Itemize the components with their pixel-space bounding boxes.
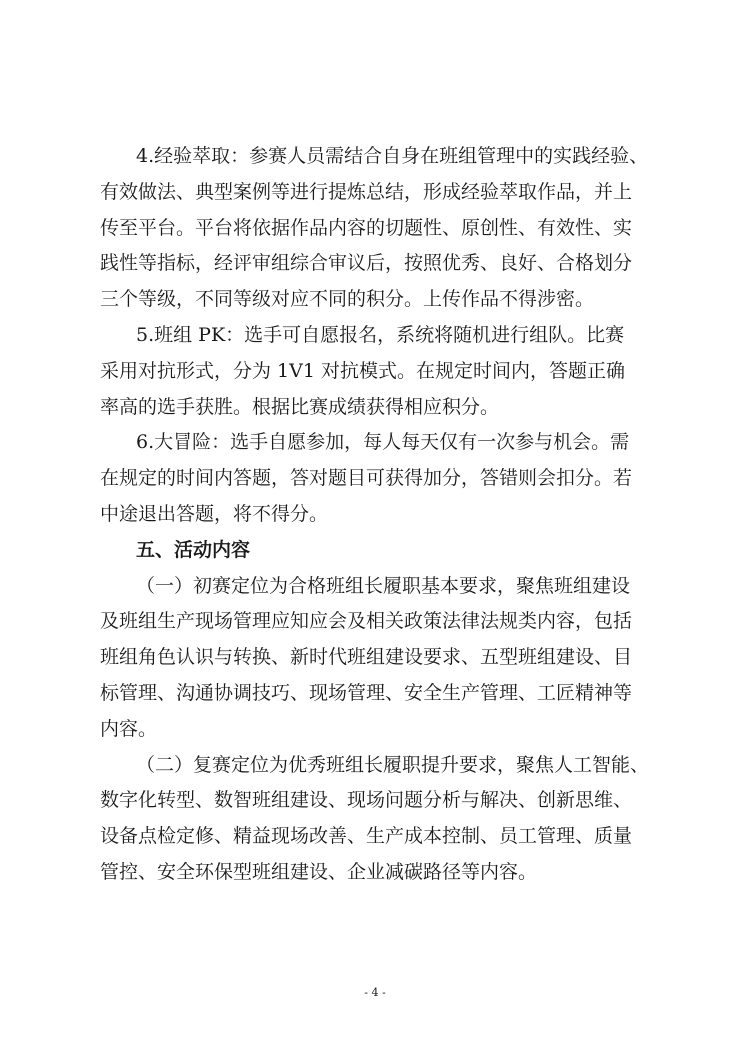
text-line: 数字化转型、数智班组建设、现场问题分析与解决、创新思维、 [100, 789, 633, 812]
text-line: 传至平台。平台将依据作品内容的切题性、原创性、有效性、实 [100, 216, 633, 239]
paragraph-experience-extraction [100, 139, 660, 318]
text-line: 管控、安全环保型班组建设、企业减碳路径等内容。 [100, 860, 538, 883]
text-line: 标管理、沟通协调技巧、现场管理、安全生产管理、工匠精神等 [100, 681, 633, 704]
text-line: 有效做法、典型案例等进行提炼总结，形成经验萃取作品，并上 [100, 180, 633, 203]
text-line: 三个等级，不同等级对应不同的积分。上传作品不得涉密。 [100, 288, 595, 311]
paragraph-second-round [100, 748, 660, 891]
text-line: 设备点检定修、精益现场改善、生产成本控制、员工管理、质量 [100, 825, 633, 848]
body-text [100, 139, 660, 891]
text-line: 4.经验萃取：参赛人员需结合自身在班组管理中的实践经验、 [136, 145, 649, 167]
text-line: 在规定的时间内答题，答对题目可获得加分，答错则会扣分。若 [100, 467, 633, 490]
text-line: 内容。 [100, 717, 158, 740]
text-line: 及班组生产现场管理应知应会及相关政策法律法规类内容，包括 [100, 610, 633, 633]
text-line: 践性等指标，经评审组综合审议后，按照优秀、良好、合格划分 [100, 252, 633, 275]
text-line: 中途退出答题，将不得分。 [100, 502, 329, 525]
text-line: 6.大冒险：选手自愿参加，每人每天仅有一次参与机会。需 [136, 431, 630, 454]
paragraph-preliminary-round [100, 569, 660, 748]
text-line: 5.班组 PK：选手可自愿报名，系统将随机进行组队。比赛 [136, 323, 625, 346]
paragraph-team-pk [100, 318, 660, 425]
page-number: - 4 - [364, 986, 386, 999]
text-line: （一）初赛定位为合格班组长履职基本要求，聚焦班组建设 [136, 574, 631, 597]
paragraph-adventure [100, 425, 660, 532]
text-line: 采用对抗形式，分为 1V1 对抗模式。在规定时间内，答题正确 [100, 359, 625, 382]
text-line: 率高的选手获胜。根据比赛成绩获得相应积分。 [100, 395, 500, 418]
text-line: 班组角色认识与转换、新时代班组建设要求、五型班组建设、目 [100, 646, 633, 669]
text-line: （二）复赛定位为优秀班组长履职提升要求，聚焦人工智能、 [136, 753, 650, 776]
heading-text: 五、活动内容 [136, 538, 251, 561]
section-heading-activity-content [100, 533, 660, 569]
